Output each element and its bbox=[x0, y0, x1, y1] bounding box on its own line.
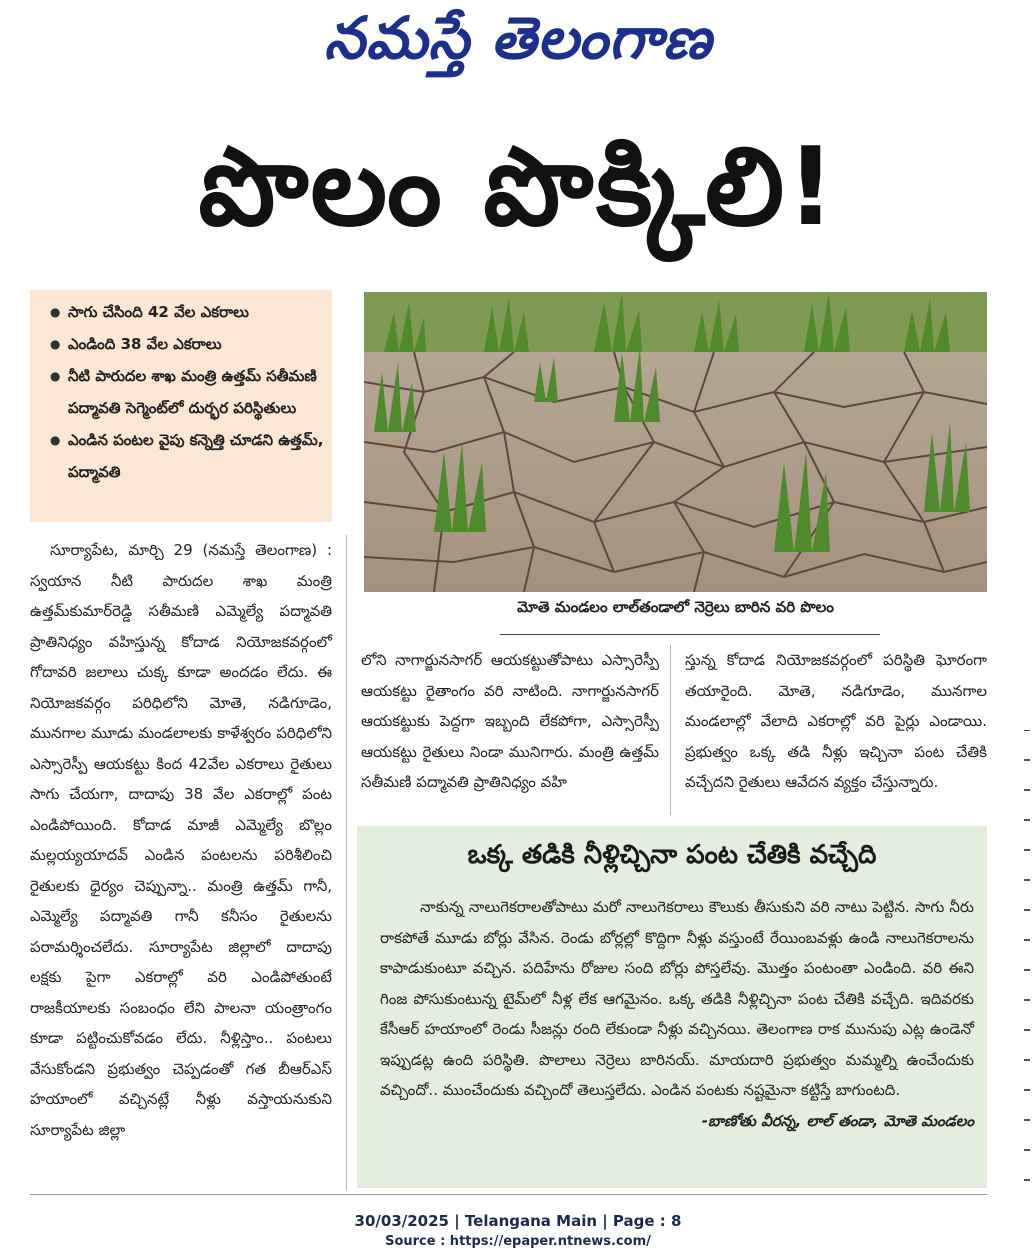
column-divider bbox=[670, 645, 671, 815]
footer-source: Source : https://epaper.ntnews.com/ bbox=[385, 1234, 651, 1249]
article-column-3: స్తున్న కోదాడ నియోజకవర్గంలో పరిస్థితి ఘోరంగా తయారైంది. మోతె, నడిగూడెం, మునగాల మండలాల్లో వేలాది ఎకరాల్లో వరి పైర్లు ఎండాయి. ప్రభుత్వం ఒక్క తడి నీళ్లు ఇచ్చినా పంట చేతికి వచ్చేదని రైతులు ఆవేదన వ్యక్తం చేస్తున్నారు. bbox=[685, 651, 987, 791]
highlights-box bbox=[30, 290, 332, 522]
dry-paddy-field-photo bbox=[364, 292, 987, 592]
footer-date-page: 30/03/2025 | Telangana Main | Page : 8 bbox=[354, 1212, 682, 1230]
quote-signature: -బాణోతు వీరన్న, లాల్ తండా, మోతె మండలం bbox=[701, 1111, 974, 1130]
photo-caption: మోతె మండలం లాల్‌తండాలో నెర్రెలు బారిన వరి పొలం bbox=[517, 598, 834, 616]
article-column-2: లోని నాగార్జునసాగర్ ఆయకట్టుతోపాటు ఎస్సారెస్పీ ఆయకట్టు రైతాంగం వరి నాటింది. నాగార్జునసాగర్ ఆయకట్టుకు పెద్దగా ఇబ్బంది లేకపోగా, ఎస్సారెస్పీ ఆయకట్టు రైతులు నిండా మునిగారు. మంత్రి ఉత్తమ్ సతీమణి పద్మావతి ప్రాతినిధ్యం వహి bbox=[361, 651, 659, 791]
page-bottom-rule bbox=[30, 1194, 987, 1195]
highlight-item: ● ఎండింది 38 వేల ఎకరాలు bbox=[50, 328, 326, 360]
headline: పొలం పొక్కిలి! bbox=[198, 125, 838, 250]
caption-divider bbox=[500, 634, 880, 635]
highlight-item: ● నీటి పారుదల శాఖ మంత్రి ఉత్తమ్ సతీమణి పద్మావతి సెగ్మెంట్‌లో దుర్భర పరిస్థితులు bbox=[50, 360, 326, 424]
adjacent-page-edge bbox=[1020, 730, 1034, 1200]
quote-box-title: ఒక్క తడికి నీళ్లిచ్చినా పంట చేతికి వచ్చేది bbox=[467, 840, 877, 870]
quote-body: నాకున్న నాలుగెకరాలతోపాటు మరో నాలుగెకరాలు కౌలుకు తీసుకుని వరి నాటు పెట్టిన. సాగు నీరు రాకపోతే మూడు బోర్లు వేసిన. రెండు బోర్లల్లో కొద్దిగా నీళ్లు వస్తుంటే రేయింబవళ్లు ఉండి నాలుగెకరాలను కాపాడుకుంటూ వచ్చిన. పదిహేను రోజుల సంది బోర్లు పోస్తలేవు. మొత్తం పంటంతా ఎండింది. వరి ఈని గింజ పోసుకుంటున్న టైమ్‌లో నీళ్ల లేక ఆగమైనం. ఒక్క తడికి నీళ్లిచ్చినా పంట చేతికి వచ్చేది. ఇదివరకు కేసీఆర్ హయాంలో రెండు సీజన్లు రంది లేకుండా నీళ్లు వచ్చినయి. తెలంగాణ రాక మునుపు ఎట్ల ఉండెనో ఇప్పుడట్ల ఉంది పరిస్థితి. పొలాలు నెర్రెలు బారినయ్. మాయదారి ప్రభుత్వం మమ్మల్ని ఉంచేందుకు వచ్చిందో.. ముంచేందుకు వచ్చిందో తెలుస్తలేదు. ఎండిన పంటకు నష్టమైనా కట్టిస్తే బాగుంటది. bbox=[380, 898, 974, 1099]
highlight-item: ● ఎండిన పంటల వైపు కన్నెత్తి చూడని ఉత్తమ్, పద్మావతి bbox=[50, 424, 326, 488]
highlight-item: ● సాగు చేసింది 42 వేల ఎకరాలు bbox=[50, 296, 326, 328]
quote-box-text bbox=[380, 892, 974, 1136]
article-column-1: సూర్యాపేట, మార్చి 29 (నమస్తే తెలంగాణ) : స్వయాన నీటి పారుదల శాఖ మంత్రి ఉత్తమ్‌కుమార్‌రెడ్డి సతీమణి ఎమ్మెల్యే పద్మావతి ప్రాతినిధ్యం వహిస్తున్న కోదాడ నియోజకవర్గంలో గోదావరి జలాలు చుక్క కూడా అందడం లేదు. ఈ నియోజకవర్గం పరిధిలోని మోతె, నడిగూడెం, మునగాల మూడు మండలాలకు కాళేశ్వరం పరిధిలోని ఎస్సారెస్పీ ఆయకట్టు కింద 42వేల ఎకరాలు రైతులు సాగు చేయగా, దాదాపు 38 వేల ఎకరాల్లో పంట ఎండిపోయింది. కోదాడ మాజీ ఎమ్మెల్యే బొల్లం మల్లయ్యయాదవ్ ఎండిన పంటలను పరిశీలించి రైతులకు ధైర్యం చెప్పున్నా.. మంత్రి ఉత్తమ్ గానీ, ఎమ్మెల్యే పద్మావతి గానీ కనీసం రైతులను పరామర్శించలేదు. సూర్యాపేట జిల్లాలో దాదాపు లక్షకు పైగా ఎకరాల్లో వరి ఎండిపోతుంటే రాజకీయాలకు సంబంధం లేని పాలనా యంత్రాంగం కూడా పట్టించుకోవడం లేదు. నీళ్లిస్తాం.. పంటలు వేసుకోండని ప్రభుత్వం చెప్పడంతో గత బీఆర్‌ఎస్ హయాంలో వచ్చినట్లే నీళ్లు వస్తాయనుకుని సూర్యాపేట జిల్లా bbox=[30, 541, 332, 1139]
column-divider bbox=[346, 535, 347, 1190]
masthead-logo: నమస్తే తెలంగాణ bbox=[324, 4, 712, 72]
